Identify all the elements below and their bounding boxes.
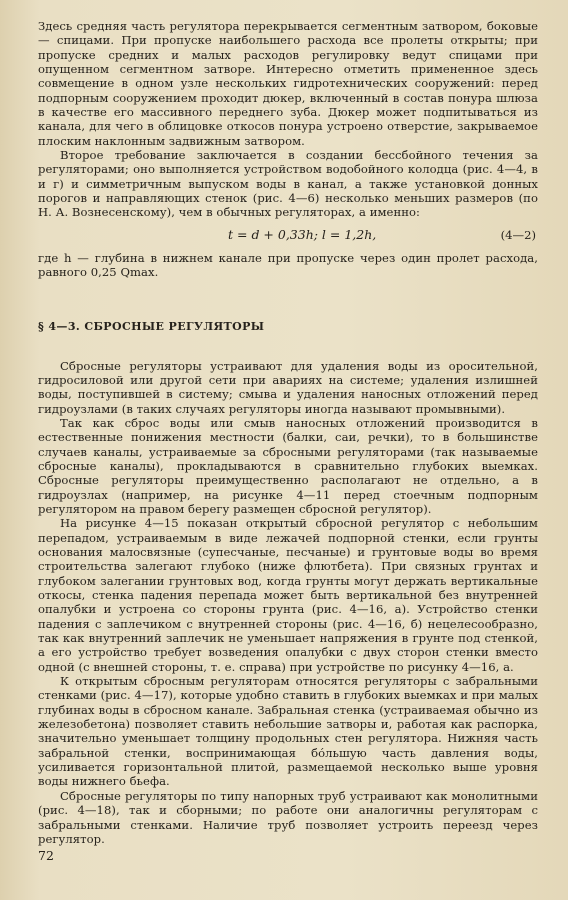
paragraph-second-requirement: Второе требование заключается в создании бессбойного течения за регуляторами; оно выполняется устройством водобойного колодца (рис. 4—4, в и г) и симметричным выпуском воды в канал, а также установкой донных порогов и направляющих стенок (рис. 4—6) несколько меньших размеров (по Н. А. Вознесенскому), чем в обычных регуляторах, а именно:: [38, 148, 538, 220]
paragraph-pipe-regulators: Сбросные регуляторы по типу напорных труб устраивают как монолитными (рис. 4—18), так и сборными; по работе они аналогичны регуляторам с забральными стенками. Наличие труб позволяет устроить переезд через регулятор.: [38, 788, 538, 846]
paragraph-gate-description: Здесь средняя часть регулятора перекрывается сегментным затвором, боковые — спицами. При пропуске наибольшего расхода все пролеты открыты; при пропуске средних и малых расходов регулировку ведут спицами при опущенном сегментном затворе. Интересно отметить примененное здесь совмещение в одном узле нескольких гидротехнических сооружений: перед подпорным сооружением проходит дюкер, включенный в состав понура шлюза в качестве его массивного переднего зуба. Дюкер может подпитываться из канала, для чего в облицовке откосов понура устроено отверстие, закрываемое плоским наклонным задвижным затвором.: [38, 19, 538, 148]
formula-number: (4—2): [500, 227, 536, 242]
paragraph-figure-4-15: На рисунке 4—15 показан открытый сбросной регулятор с небольшим перепадом, устраиваемым в виде лежачей подпорной стенки, если грунты основания малосвязные (супесчаные, песчаные) и грунтовые воды во время строительства залегают глубоко (ниже флютбета). При связных грунтах и глубоком залегании грунтовых вод, когда грунты могут держать вертикальные откосы, стенка падения перепада может быть вертикальной без внутренней опалубки и устроена со стороны грунта (рис. 4—16, а). Устройство стенки падения с заплечиком с внутренней стороны (рис. 4—16, б) нецелесообразно, так как внутренний заплечик не уменьшает напряжения в грунте под стенкой, а его устройство требует возведения опалубки с двух сторон стенки вместо одной (с внешней стороны, т. е. справа) при устройстве по рисунку 4—16, а.: [38, 516, 538, 674]
paragraph-purpose: Сбросные регуляторы устраивают для удаления воды из оросительной, гидросиловой или другой сети при авариях на системе; удаления излишней воды, поступившей в систему; смыва и удаления наносных отложений перед гидроузлами (в таких случаях регуляторы иногда называют промывными).: [38, 358, 538, 416]
page-number: 72: [38, 848, 54, 863]
formula-note: где h — глубина в нижнем канале при пропуске через один пролет расхода, равного 0,25 Qmax.: [38, 250, 538, 280]
formula-4-2: [38, 222, 538, 248]
formula-expression: t = d + 0,33h; l = 1,2h,: [228, 226, 377, 242]
paragraph-breast-walls: К открытым сбросным регуляторам относятся регуляторы с забральными стенками (рис. 4—17), которые удобно ставить в глубоких выемках и при малых глубинах воды в сбросном канале. Забральная стенка (устраиваемая обычно из железобетона) позволяет ставить небольшие затворы и, работая как распорка, значительно уменьшает толщину продольных стен регулятора. Нижняя часть забральной стенки, воспринимающая бо́льшую часть давления воды, усиливается горизонтальной плитой, размещаемой несколько выше уровня воды нижнего бьефа.: [38, 674, 538, 789]
paragraph-discharge-channels: Так как сброс воды или смыв наносных отложений производится в естественные понижения местности (балки, саи, речки), то в большинстве случаев каналы, устраиваемые за сбросными регуляторами (так называемые сбросные каналы), прокладываются в сравнительно глубоких выемках. Сбросные регуляторы преимущественно располагают не отдельно, а в гидроузлах (например, на рисунке 4—11 перед стоечным подпорным регулятором на правом берегу размещен сбросной регулятор).: [38, 415, 538, 516]
section-heading: § 4—3. СБРОСНЫЕ РЕГУЛЯТОРЫ: [38, 319, 265, 333]
